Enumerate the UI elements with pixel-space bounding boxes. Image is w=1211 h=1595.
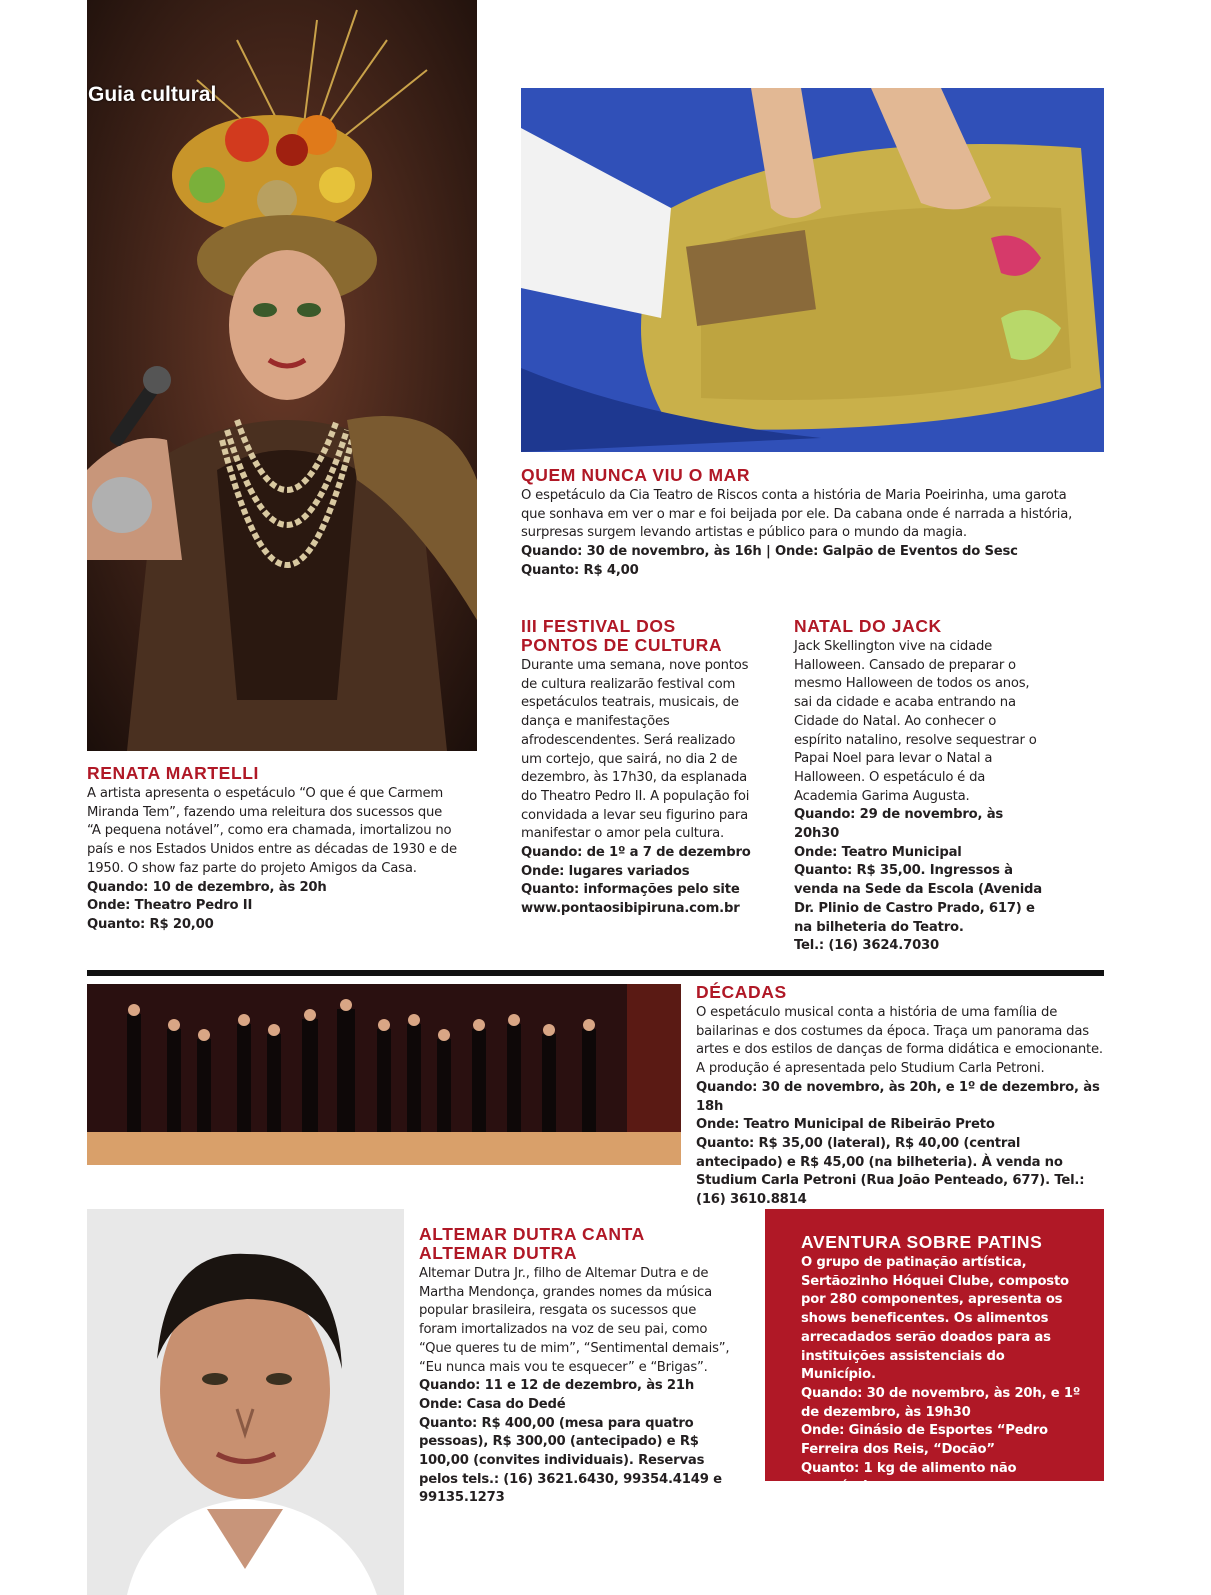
event-when: Quando: 29 de novembro, às 20h30 xyxy=(794,807,1004,842)
event-aventura-sobre-patins xyxy=(765,1209,1104,1495)
event-title: DÉCADAS xyxy=(696,982,787,1002)
section-divider xyxy=(87,970,1104,976)
event-quem-nunca-viu-o-mar xyxy=(521,466,1081,581)
event-when: Quando: 30 de novembro, às 20h, e 1º de dezembro, às 19h30 xyxy=(801,1385,1081,1420)
event-where: Onde: Teatro Municipal de Ribeirão Preto xyxy=(696,1117,995,1133)
event-title: QUEM NUNCA VIU O MAR xyxy=(521,465,751,485)
event-description: O espetáculo da Cia Teatro de Riscos conta a história de Maria Poeirinha, uma garota que sonhava em ver o mar e foi beijada por ele. Da cabana onde é narrada a história, surpresas surgem levando artistas e público para o mundo da magia. xyxy=(521,488,1073,541)
event-decadas xyxy=(696,983,1108,1210)
event-when: Quando: 30 de novembro, às 20h, e 1º de dezembro, às 18h xyxy=(696,1079,1100,1114)
event-price: Quanto: R$ 20,00 xyxy=(87,916,214,932)
event-where: Onde: Casa do Dedé xyxy=(419,1396,566,1412)
event-price: Quanto: 1 kg de alimento não perecível xyxy=(801,1460,1017,1495)
event-when: Quando: 10 de dezembro, às 20h xyxy=(87,879,327,895)
event-description: O espetáculo musical conta a história de uma família de bailarinas e dos costumes da época. Traça um panorama das artes e dos estilos de danças de forma didática e emocionante. A produção é apresentada pelo Studium Carla Petroni. xyxy=(696,1005,1103,1077)
event-price: Quanto: R$ 35,00 (lateral), R$ 40,00 (central antecipado) e R$ 45,00 (na bilheteria). À venda no Studium Carla Petroni (Rua João Penteado, 677). Tel.: (16) 3610.8814 xyxy=(696,1135,1085,1208)
event-where: Onde: Teatro Municipal xyxy=(794,844,962,860)
event-renata-martelli xyxy=(87,764,457,935)
event-when: Quando: 11 e 12 de dezembro, às 21h xyxy=(419,1378,695,1394)
event-altemar-dutra xyxy=(419,1225,734,1508)
section-label: Guia cultural xyxy=(88,83,217,106)
event-where: Onde: lugares variados xyxy=(521,863,690,879)
event-price: Quanto: R$ 35,00. Ingressos à venda na Sede da Escola (Avenida Dr. Plinio de Castro Prado, 617) e na bilheteria do Teatro. xyxy=(794,863,1042,935)
renata-martelli-photo xyxy=(87,0,477,751)
event-description: Altemar Dutra Jr., filho de Altemar Dutra e de Martha Mendonça, grandes nomes da música popular brasileira, resgata os sucessos que foram imortalizados na voz de seu pai, como “Que queres tu de mim”, “Sentimental demais”, “Eu nunca mais vou te esquecer” e “Brigas”. xyxy=(419,1266,730,1375)
event-where: Onde: Theatro Pedro II xyxy=(87,898,253,914)
event-tel: Tel.: (16) 3624.7030 xyxy=(794,938,939,954)
event-title: ALTEMAR DUTRA CANTA ALTEMAR DUTRA xyxy=(419,1224,645,1263)
event-price: Quanto: R$ 4,00 xyxy=(521,562,639,578)
event-where: Onde: Ginásio de Esportes “Pedro Ferreira dos Reis, “Docão” xyxy=(801,1423,1048,1458)
event-when: Quando: de 1º a 7 de dezembro xyxy=(521,845,751,861)
event-title: AVENTURA SOBRE PATINS xyxy=(801,1232,1043,1252)
event-description: Durante uma semana, nove pontos de cultura realizarão festival com espetáculos teatrais, musicais, de dança e manifestações afrodescendentes. Será realizado um cortejo, que sairá, no dia 2 de dezembro, às 17h30, da esplanada do Theatro Pedro II. A população foi convidada a levar seu figurino para manifestar o amor pela cultura. xyxy=(521,658,750,842)
event-price: Quanto: informações pelo site xyxy=(521,882,740,898)
event-description: Jack Skellington vive na cidade Halloween. Cansado de preparar o mesmo Halloween de todos os anos, sai da cidade e acaba entrando na Cidade do Natal. Ao conhecer o espírito natalino, resolve sequestrar o Papai Noel para levar o Natal a Halloween. O espetáculo é da Academia Garima Augusta. xyxy=(794,639,1037,804)
event-festival-pontos-de-cultura xyxy=(521,617,757,919)
event-description: O grupo de patinação artística, Sertãozinho Hóquei Clube, composto por 280 componentes, apresenta os shows beneficentes. Os alimentos arrecadados serão doados para as instituições assistenciais do Município. xyxy=(801,1255,1069,1383)
event-site-link[interactable]: www.pontaosibipiruna.com.br xyxy=(521,901,740,917)
event-title: III FESTIVAL DOS PONTOS DE CULTURA xyxy=(521,616,723,655)
decadas-photo xyxy=(87,984,681,1165)
event-when-where: Quando: 30 de novembro, às 16h | Onde: Galpão de Eventos do Sesc xyxy=(521,544,1018,560)
altemar-dutra-photo xyxy=(87,1209,404,1595)
event-price: Quanto: R$ 400,00 (mesa para quatro pessoas), R$ 300,00 (antecipado) e R$ 100,00 (convites individuais). Reservas pelos tels.: (16) 3621.6430, 99354.4149 e 99135.1273 xyxy=(419,1415,722,1506)
event-natal-do-jack xyxy=(794,617,1044,956)
event-description: A artista apresenta o espetáculo “O que é que Carmem Miranda Tem”, fazendo uma releitura dos sucessos que “A pequena notável”, como era chamada, imortalizou no país e nos Estados Unidos entre as décadas de 1930 e de 1950. O show faz parte do projeto Amigos da Casa. xyxy=(87,786,457,876)
event-title: NATAL DO JACK xyxy=(794,616,942,636)
quem-nunca-viu-o-mar-photo xyxy=(521,88,1104,452)
event-title: RENATA MARTELLI xyxy=(87,763,259,783)
